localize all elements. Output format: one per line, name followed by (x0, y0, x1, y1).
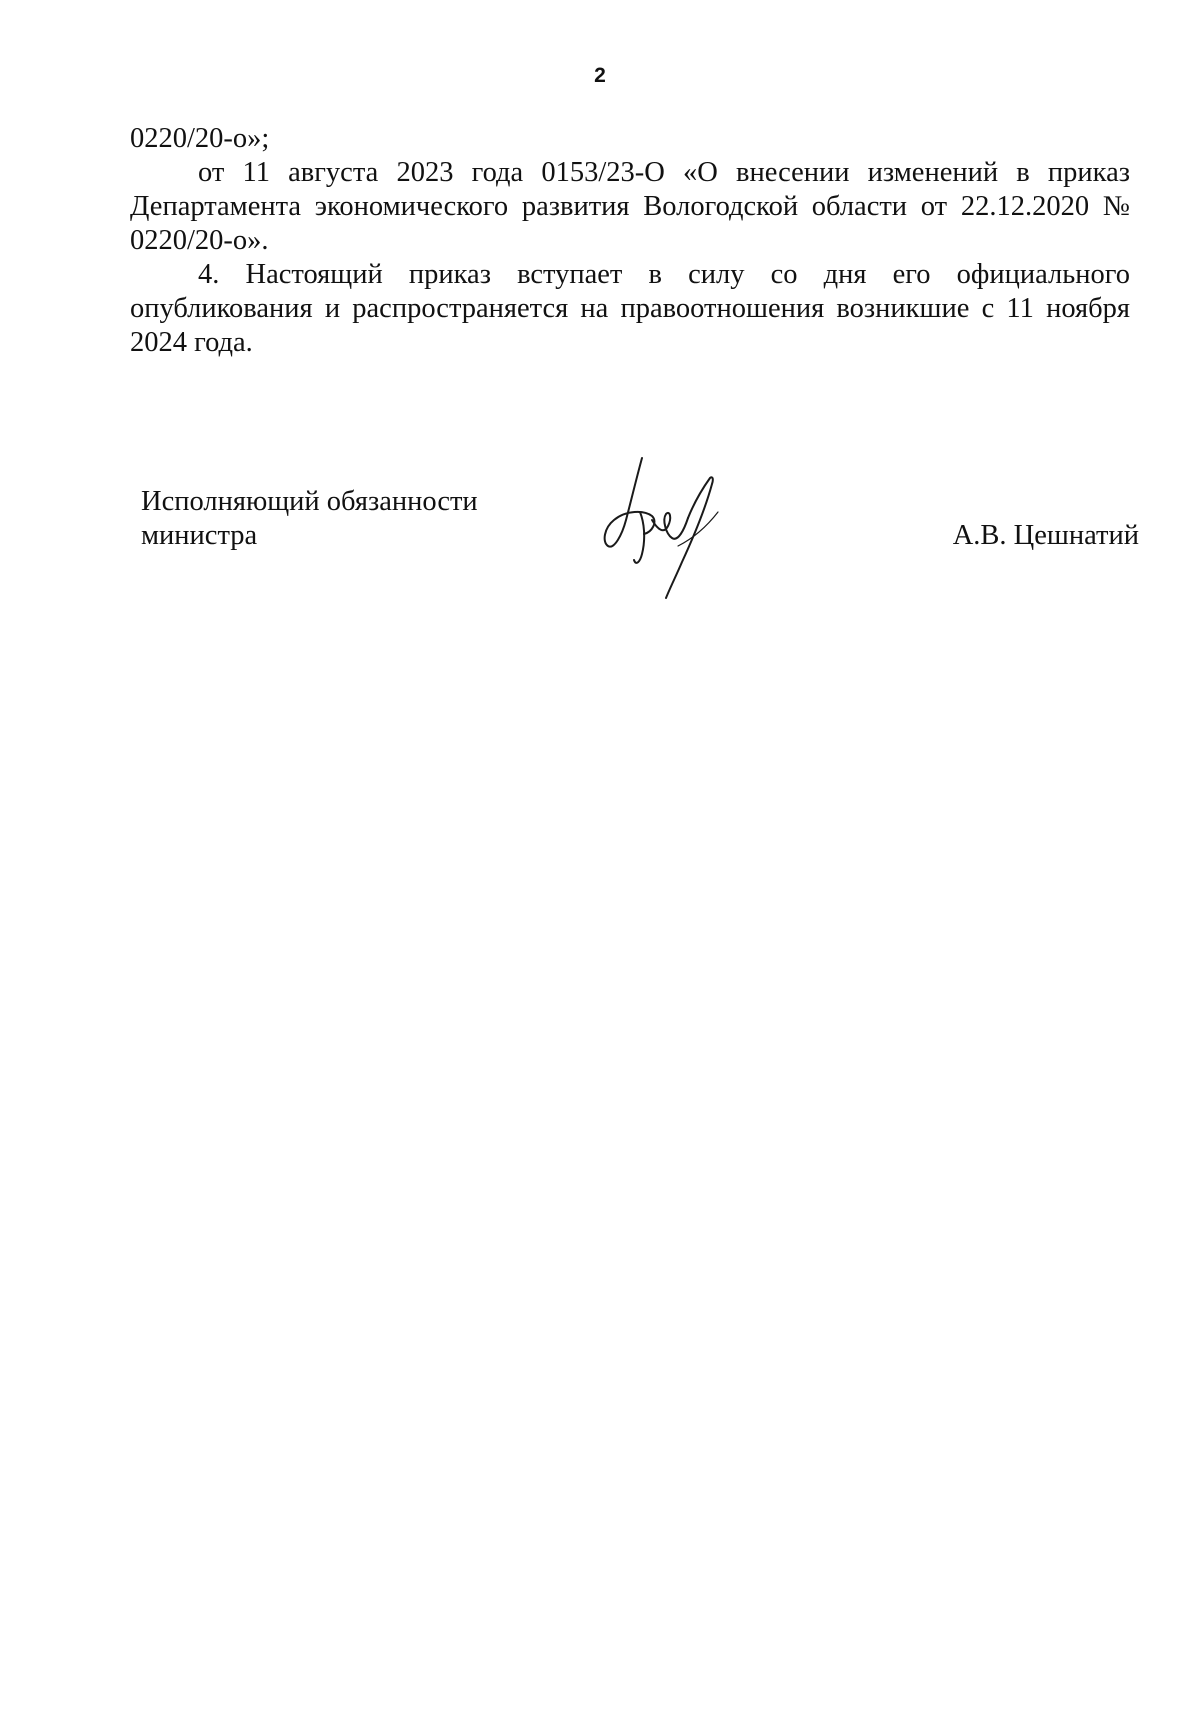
signatory-name: А.В. Цешнатий (952, 520, 1139, 551)
page-number: 2 (594, 64, 606, 87)
handwritten-signature (600, 450, 750, 605)
document-body (130, 122, 1130, 360)
paragraph-item-4: 4. Настоящий приказ вступает в силу со дня его официального опубликования и распространяется на правоотношения возникшие с 11 ноября 2024 года. (130, 259, 1130, 358)
signatory-role-line1: Исполняющий обязанности (141, 486, 478, 517)
signatory-role-line2: министра (141, 520, 258, 551)
paragraph-amendment-2023: от 11 августа 2023 года 0153/23-О «О внесении изменений в приказ Департамента экономического развития Вологодской области от 22.12.2020 № 0220/20-о». (130, 157, 1130, 256)
paragraph-continuation: 0220/20-о»; (130, 123, 270, 154)
signatory-role (141, 485, 478, 553)
